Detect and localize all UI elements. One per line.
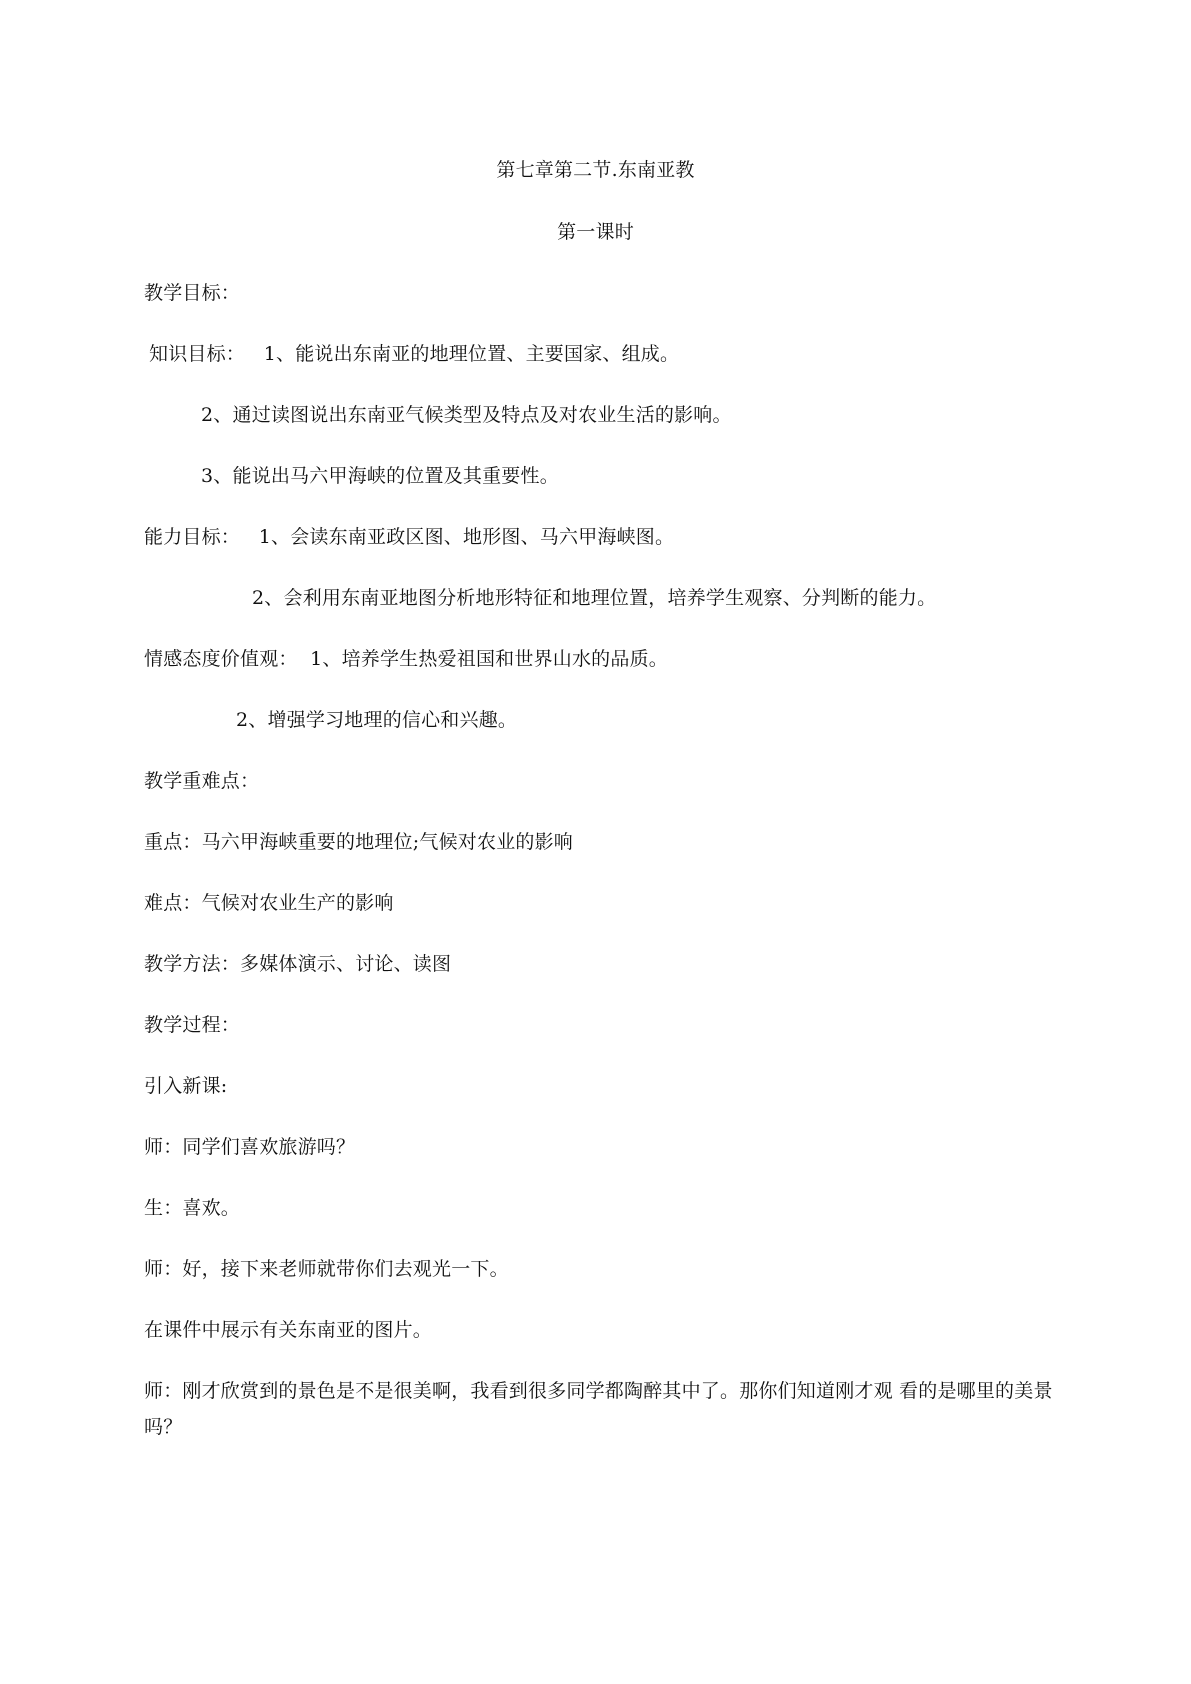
dialogue-teacher-3: 师：刚才欣赏到的景色是不是很美啊，我看到很多同学都陶醉其中了。那你们知道刚才观 看的是哪里的美景吗？ [144, 1380, 1053, 1438]
dialogue-teacher-1: 师：同学们喜欢旅游吗？ [144, 1136, 356, 1158]
knowledge-objective-3: 3、能说出马六甲海峡的位置及其重要性。 [201, 465, 559, 487]
introduction-heading: 引入新课: [144, 1075, 228, 1097]
key-point: 重点：马六甲海峡重要的地理位;气候对农业的影响 [144, 831, 574, 853]
document-subtitle: 第一课时 [557, 221, 634, 243]
difficult-point: 难点：气候对农业生产的影响 [144, 892, 394, 914]
knowledge-objective-2: 2、通过读图说出东南亚气候类型及特点及对农业生活的影响。 [201, 404, 732, 426]
ability-objective-2: 2、会利用东南亚地图分析地形特征和地理位置，培养学生观察、分判断的能力。 [252, 587, 937, 609]
emotion-objective-2: 2、增强学习地理的信心和兴趣。 [236, 709, 518, 731]
knowledge-objective-1: 知识目标： 1、能说出东南亚的地理位置、主要国家、组成。 [149, 343, 680, 365]
key-difficult-heading: 教学重难点： [144, 770, 260, 792]
teaching-objectives-heading: 教学目标： [144, 282, 241, 304]
dialogue-teacher-2: 师：好，接下来老师就带你们去观光一下。 [144, 1258, 509, 1280]
teaching-methods: 教学方法：多媒体演示、讨论、读图 [144, 953, 452, 975]
emotion-objective-1: 情感态度价值观： 1、培养学生热爱祖国和世界山水的品质。 [144, 648, 668, 670]
teaching-process-heading: 教学过程： [144, 1014, 241, 1036]
courseware-note: 在课件中展示有关东南亚的图片。 [144, 1319, 433, 1341]
document-title: 第七章第二节.东南亚教 [496, 159, 695, 181]
dialogue-student-1: 生：喜欢。 [144, 1197, 241, 1219]
ability-objective-1: 能力目标： 1、会读东南亚政区图、地形图、马六甲海峡图。 [144, 526, 675, 548]
